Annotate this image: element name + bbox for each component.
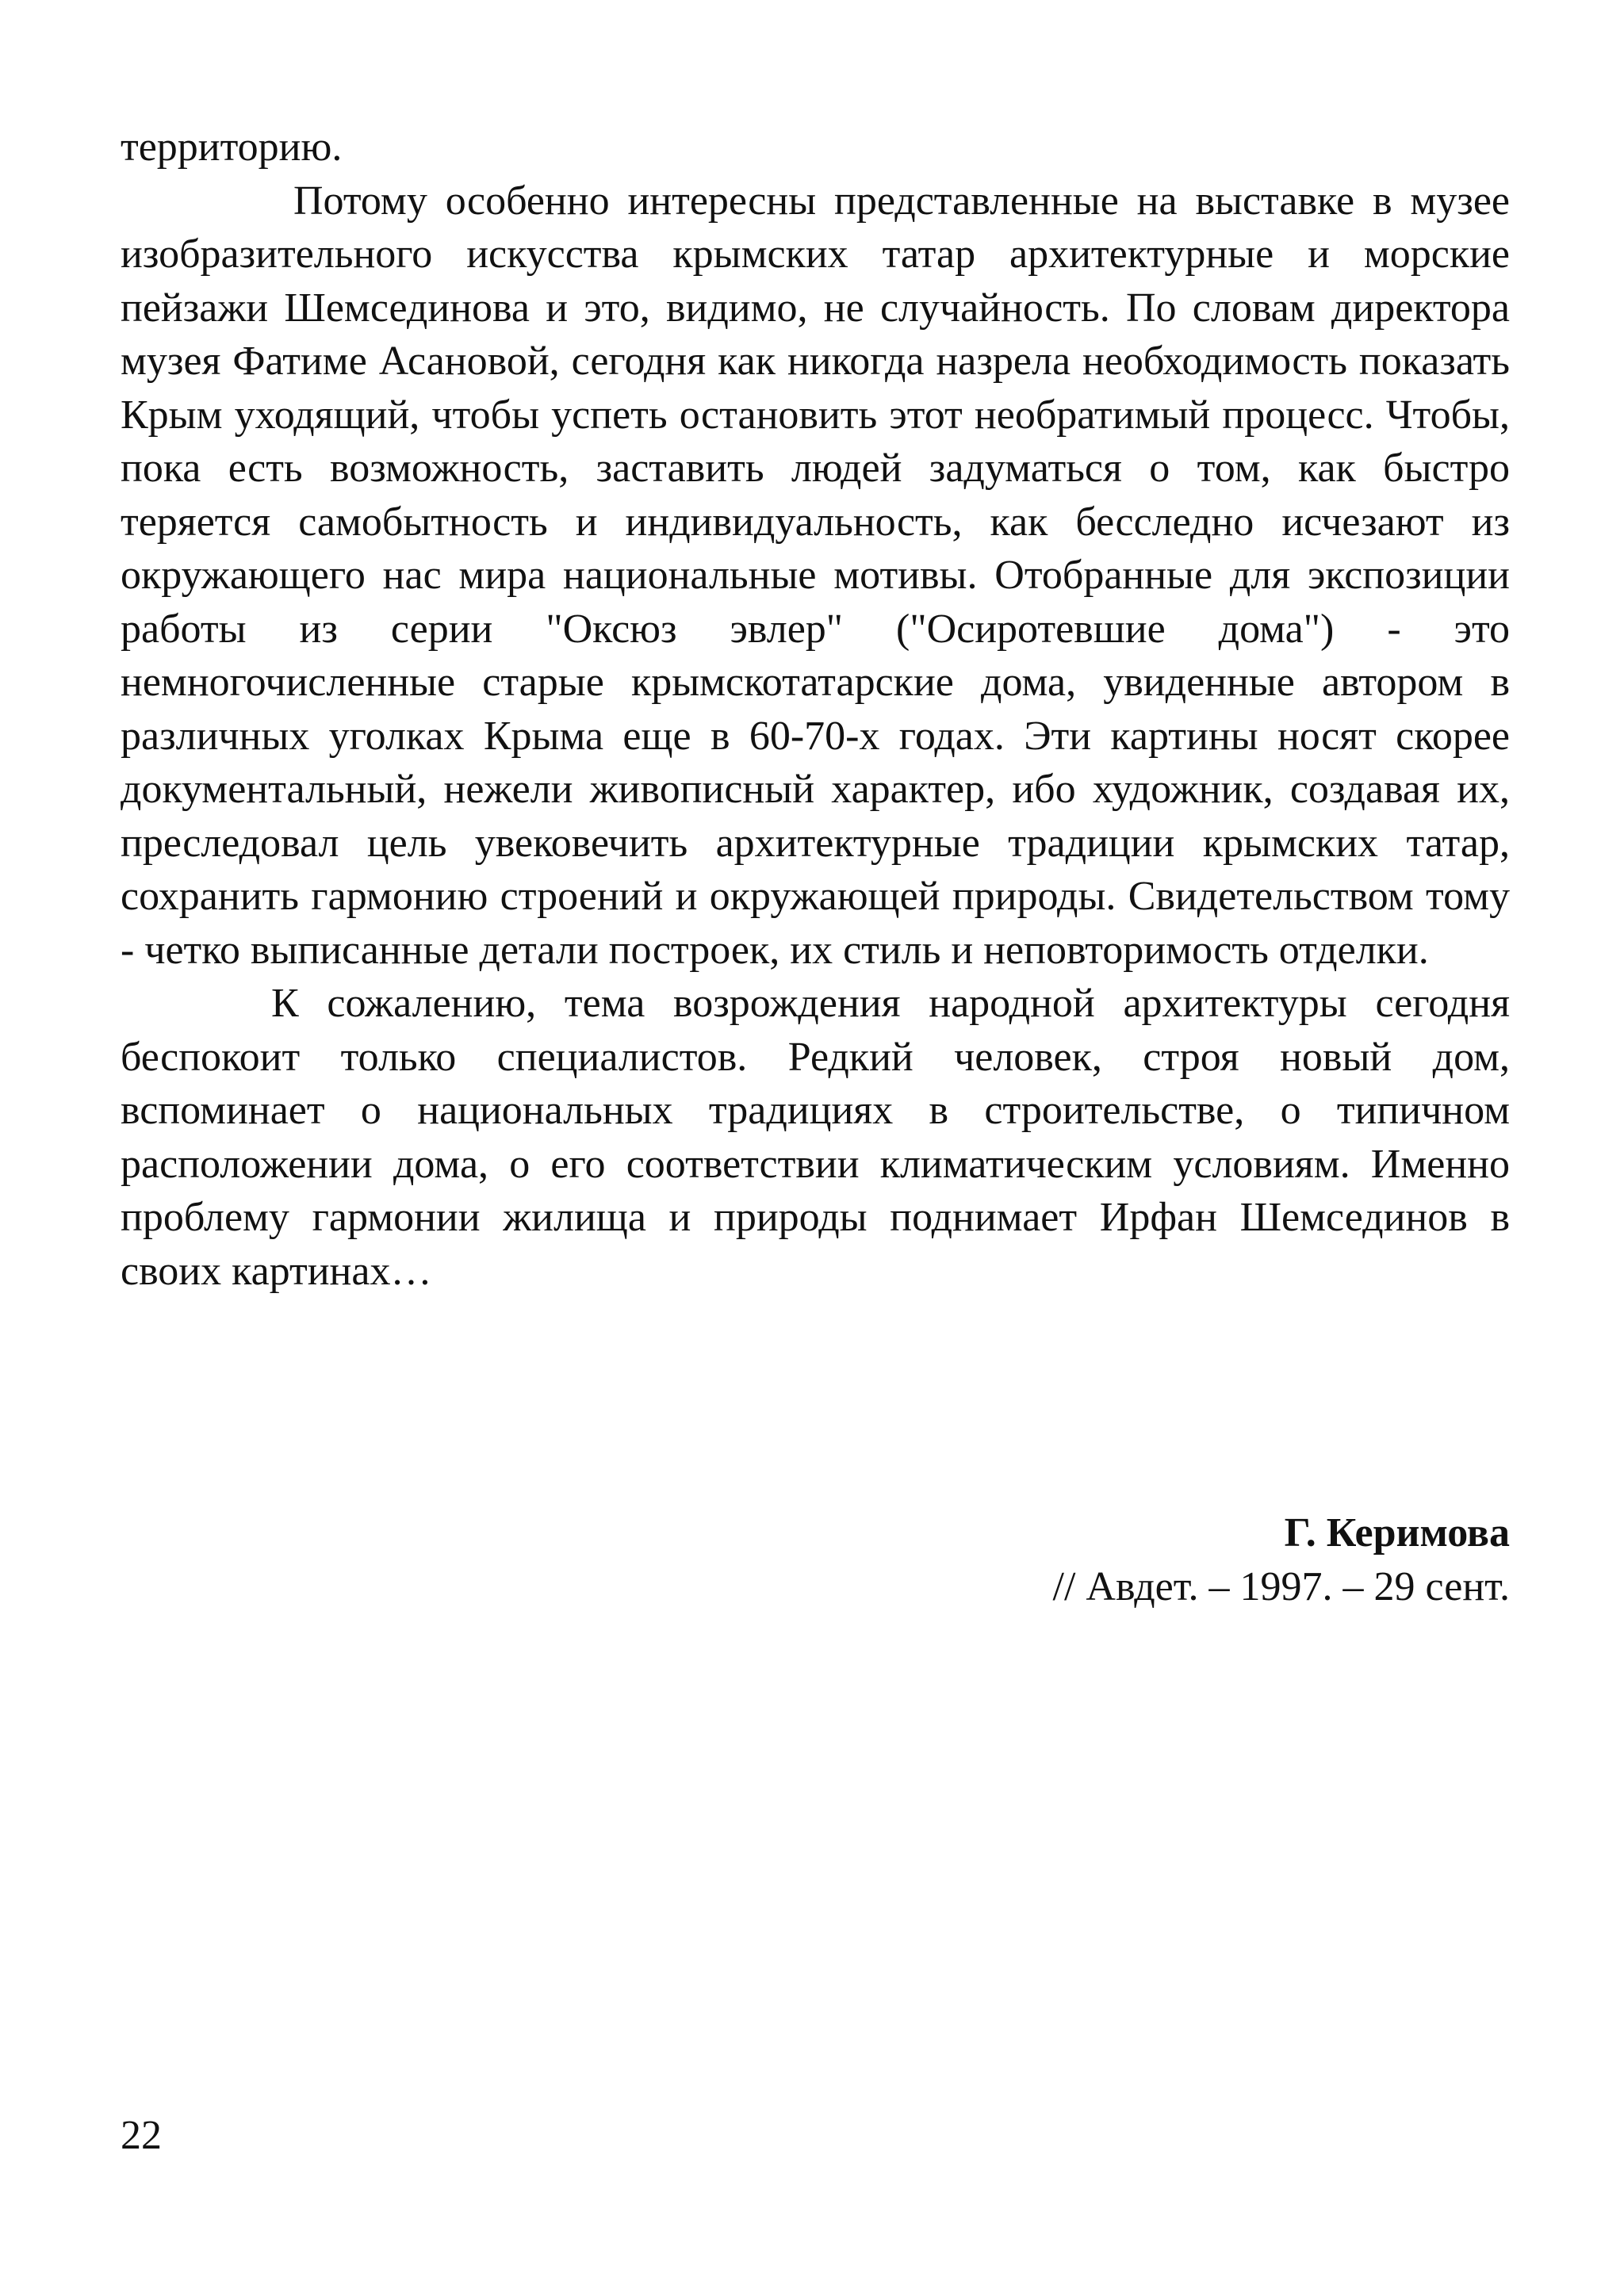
source-citation: // Авдет. – 1997. – 29 сент. [1052,1563,1510,1609]
paragraph-architecture: К сожалению, тема возрождения народной архитектуры сегодня беспокоит только специалистов. Редкий человек, строя новый дом, вспоминает о национальных традициях в строительстве, о типичном расположении дома, о его соответствии климатическим условиям. Именно проблему гармонии жилища и природы поднимает Ирфан Шемсединов в своих картинах… [121,981,1510,1294]
page-number: 22 [121,2113,162,2158]
author-name: Г. Керимова [1284,1510,1510,1556]
paragraph-continued: территорию. [121,124,343,170]
article-body [121,121,1510,1298]
paragraph-exhibition: Потому особенно интересны представленные на выставке в музее изобразительного искусства крымских татар архитектурные и морские пейзажи Шемсединова и это, видимо, не случайность. По словам директора музея Фатиме Асановой, сегодня как никогда назрела необходимость показать Крым уходящий, чтобы успеть остановить этот необратимый процесс. Чтобы, пока есть возможность, заставить людей задуматься о том, как быстро теряется самобытность и индивидуальность, как бесследно исчезают из окружающего нас мира национальные мотивы. Отобранные для экспозиции работы из серии "Оксюз эвлер" ("Осиротевшие дома") - это немногочисленные старые крымскотатарские дома, увиденные автором в различных уголках Крыма еще в 60-70-х годах. Эти картины носят скорее документальный, нежели живописный характер, ибо художник, создавая их, преследовал цель увековечить архитектурные традиции крымских татар, сохранить гармонию строений и окружающей природы. Свидетельством тому - четко выписанные детали построек, их стиль и неповторимость отделки. [121,178,1510,973]
signature-block [1053,1506,1511,1613]
